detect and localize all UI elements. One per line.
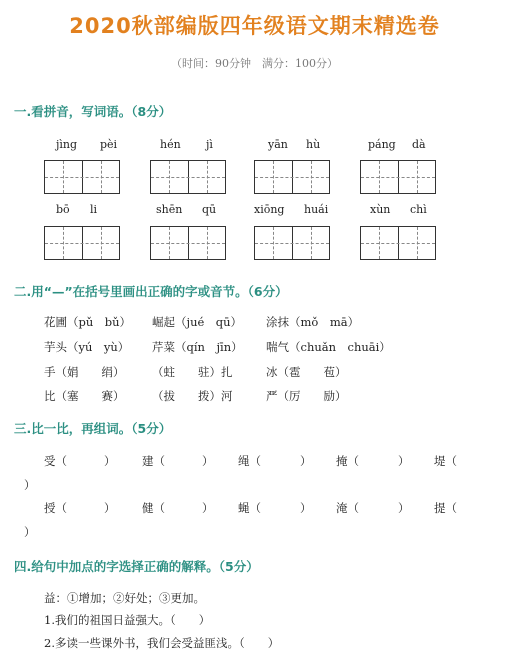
word-prompt: 受（ (44, 454, 67, 468)
pinyin: li (90, 203, 98, 216)
word-close: ） (202, 501, 214, 515)
choice-item: 比（塞 赛） (44, 389, 125, 403)
choice-item: 花圃（pǔ bǔ） (44, 315, 132, 329)
choice-item: 严（厉 励） (266, 389, 347, 403)
pinyin: xiōng (254, 203, 285, 216)
writing-grid[interactable] (150, 160, 226, 194)
definition-line: 益：①增加；②好处；③更加。 (44, 591, 205, 605)
choice-item: 芹菜（qín jīn） (152, 340, 243, 354)
writing-grid[interactable] (44, 160, 120, 194)
writing-grid[interactable] (150, 226, 226, 260)
section-4-heading: 四.给句中加点的字选择正确的解释。（5分） (14, 559, 259, 574)
word-close: ） (104, 454, 116, 468)
question-line: 1.我们的祖国日益强大。（ ） (44, 613, 211, 627)
pinyin: chì (410, 203, 427, 216)
writing-grid[interactable] (254, 160, 330, 194)
word-close: ） (24, 525, 36, 539)
word-prompt: 提（ (434, 501, 457, 515)
word-prompt: 掩（ (336, 454, 359, 468)
choice-item: 涂抹（mǒ mā） (266, 315, 360, 329)
pinyin: hén (160, 138, 181, 151)
pinyin: huái (304, 203, 329, 216)
pinyin: dà (412, 138, 426, 151)
writing-grid[interactable] (360, 226, 436, 260)
section-3-heading: 三.比一比，再组词。（5分） (14, 421, 172, 436)
choice-item: 崛起（jué qū） (152, 315, 243, 329)
pinyin: bō (56, 203, 70, 216)
word-close: ） (398, 501, 410, 515)
pinyin: xùn (370, 203, 391, 216)
word-prompt: 健（ (142, 501, 165, 515)
word-close: ） (300, 501, 312, 515)
pinyin: shēn (156, 203, 183, 216)
word-prompt: 授（ (44, 501, 67, 515)
pinyin: pèi (100, 138, 118, 151)
choice-item: 喘气（chuǎn chuāi） (266, 340, 391, 354)
pinyin: yān (268, 138, 288, 151)
choice-item: （拔 拨）河 (152, 389, 233, 403)
word-close: ） (202, 454, 214, 468)
writing-grid[interactable] (254, 226, 330, 260)
choice-item: 芋头（yú yù） (44, 340, 130, 354)
word-close: ） (24, 478, 36, 492)
writing-grid[interactable] (44, 226, 120, 260)
question-line: 2.多读一些课外书，我们会受益匪浅。（ ） (44, 636, 280, 650)
pinyin: páng (368, 138, 396, 151)
word-prompt: 建（ (142, 454, 165, 468)
section-1-heading: 一.看拼音，写词语。（8分） (14, 104, 172, 119)
pinyin: qū (202, 203, 217, 216)
pinyin: jì (206, 138, 213, 151)
section-2-heading: 二.用“—”在括号里画出正确的字或音节。（6分） (14, 284, 288, 299)
page-title: 2020秋部编版四年级语文期末精选卷 (69, 14, 440, 38)
word-close: ） (398, 454, 410, 468)
writing-grid[interactable] (360, 160, 436, 194)
pinyin: jìng (56, 138, 78, 151)
exam-info: （时间：90分钟 满分：100分） (171, 57, 338, 70)
choice-item: 手（娟 绢） (44, 365, 125, 379)
choice-item: 冰（雹 苞） (266, 365, 347, 379)
word-prompt: 淹（ (336, 501, 359, 515)
pinyin: hù (306, 138, 321, 151)
word-prompt: 绳（ (238, 454, 261, 468)
word-close: ） (300, 454, 312, 468)
word-close: ） (104, 501, 116, 515)
choice-item: （蛀 驻）扎 (152, 365, 233, 379)
word-prompt: 堤（ (434, 454, 457, 468)
word-prompt: 蝇（ (238, 501, 261, 515)
